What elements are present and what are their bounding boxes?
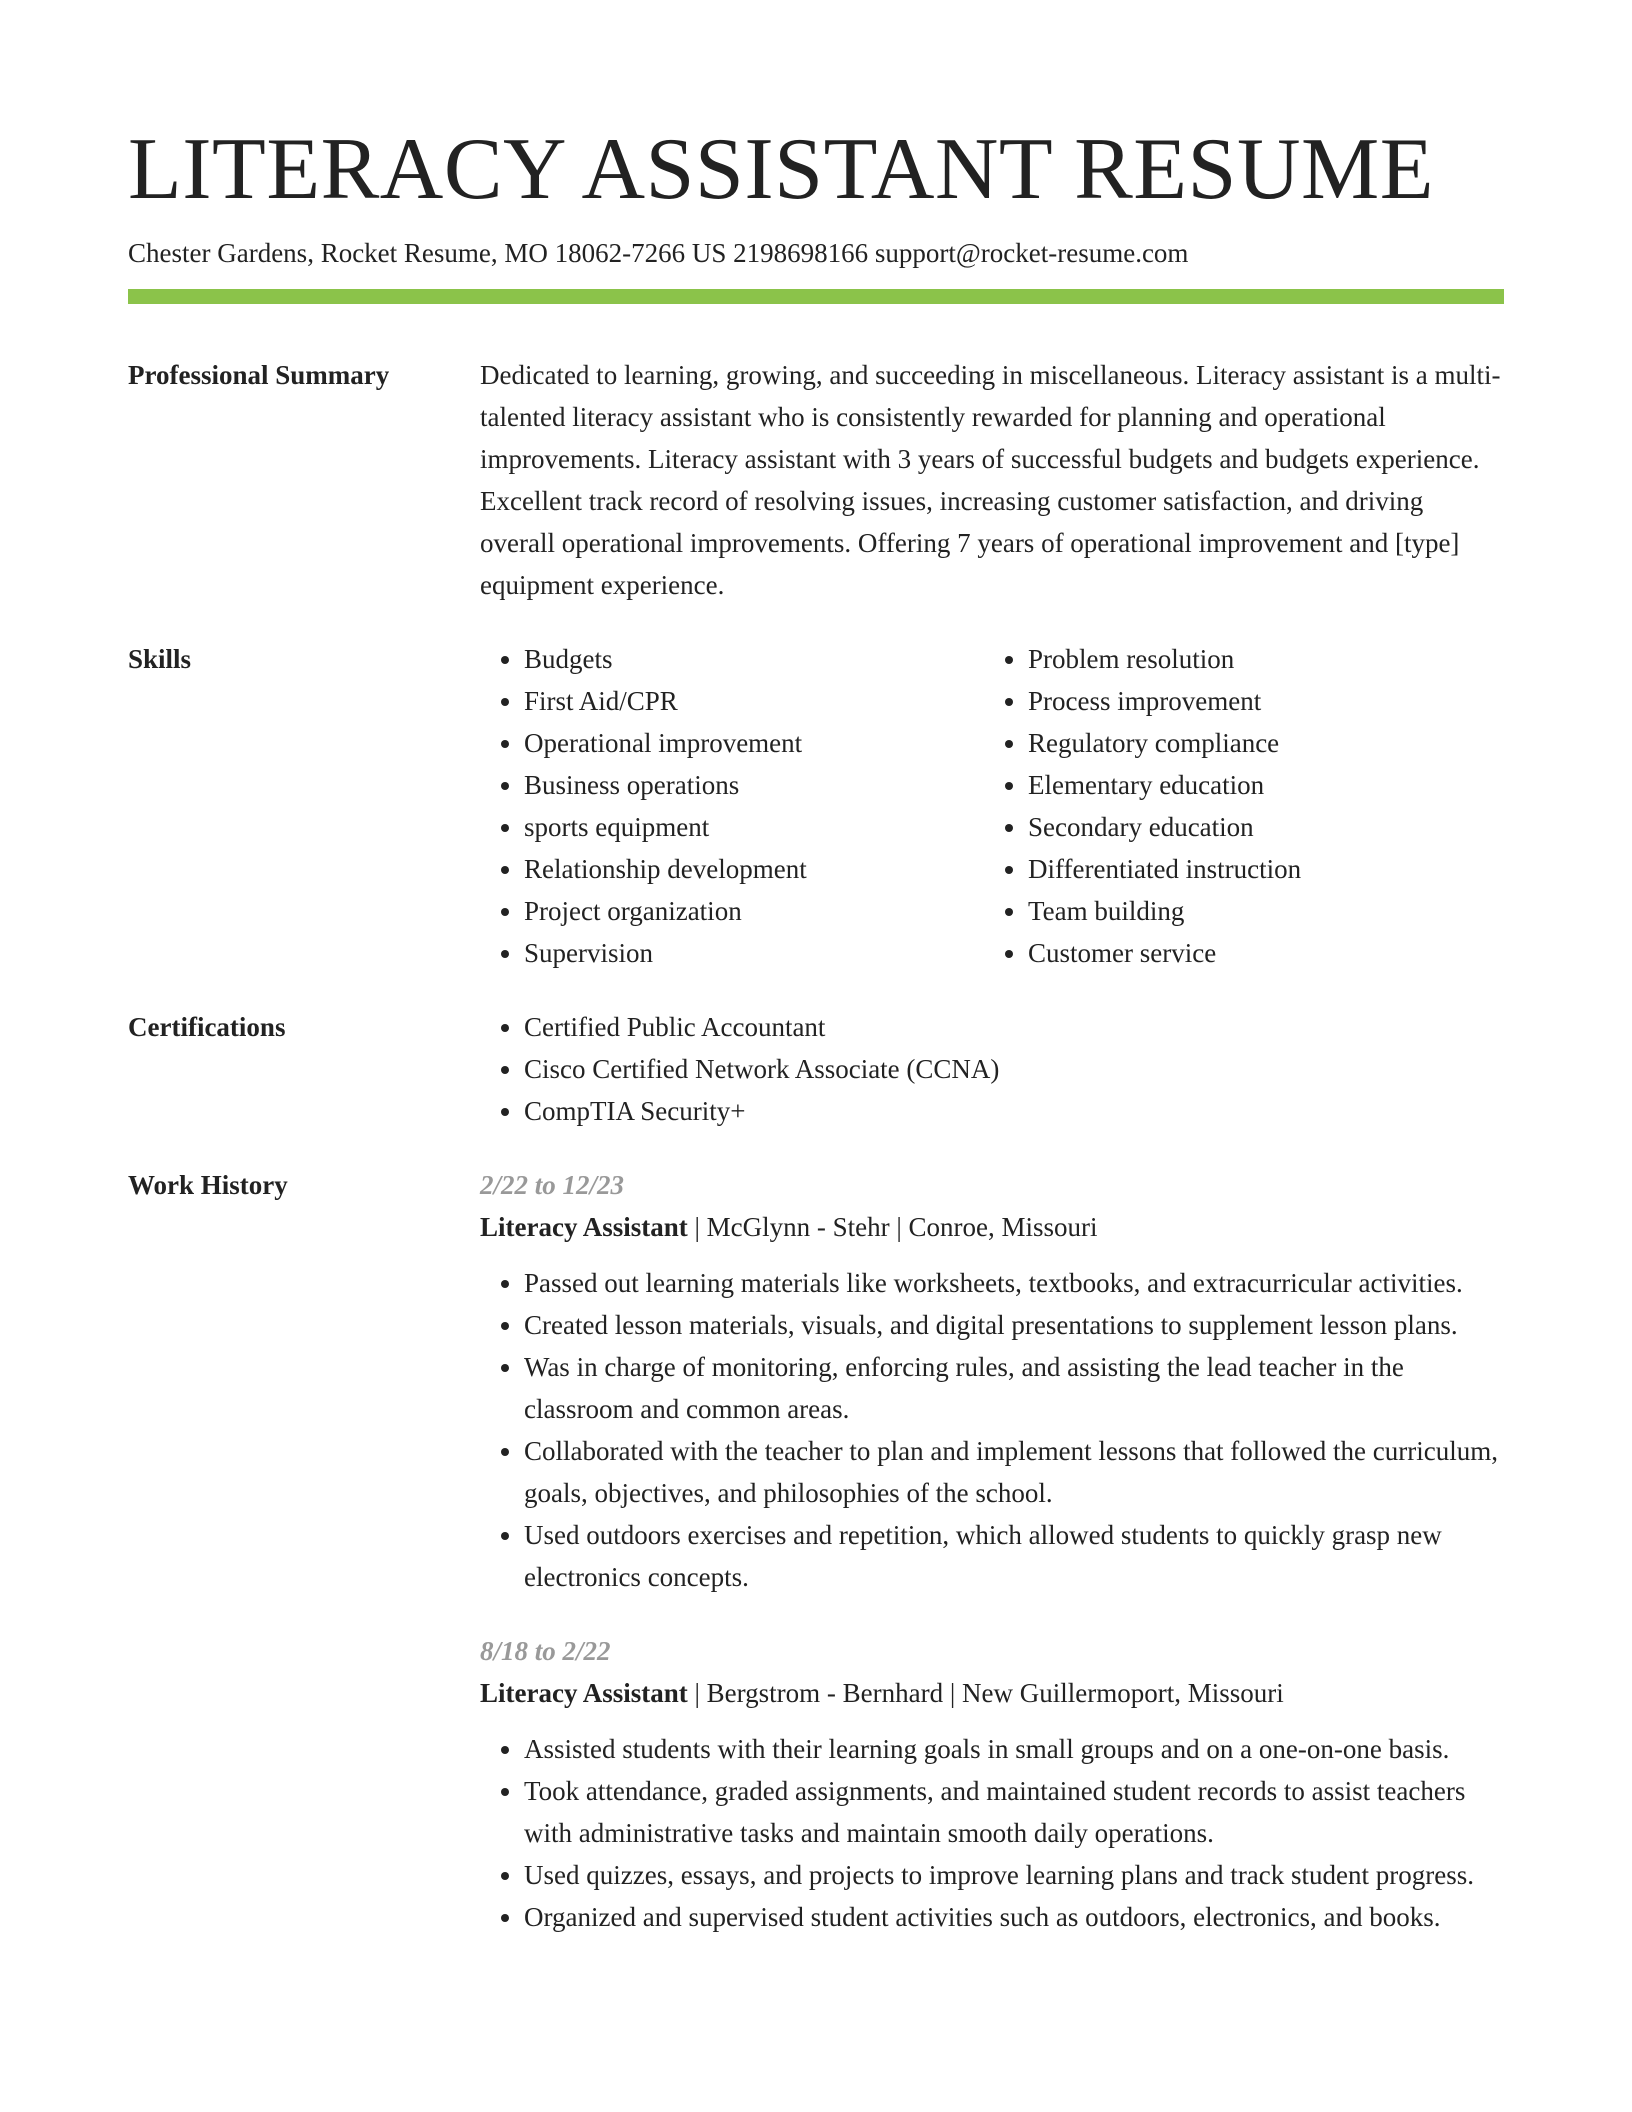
resume-title: LITERACY ASSISTANT RESUME <box>128 121 1435 218</box>
job-bullets <box>480 1262 1504 1598</box>
job-bullet: • Was in charge of monitoring, enforcing rules, and assisting the lead teacher in the classroom and common areas. <box>524 1346 1504 1430</box>
skill-item: • Elementary education <box>1028 764 1488 806</box>
skill-item: • sports equipment <box>524 806 984 848</box>
skill-item: • Problem resolution <box>1028 638 1488 680</box>
skill-item: • Supervision <box>524 932 984 974</box>
section-label-skills: Skills <box>128 644 192 674</box>
certifications-section <box>128 1006 1504 1132</box>
skill-item: • Business operations <box>524 764 984 806</box>
job-heading <box>480 1206 1504 1248</box>
job-bullet: • Used outdoors exercises and repetition, which allowed students to quickly grasp new electronics concepts. <box>524 1514 1504 1598</box>
certifications-body <box>480 1006 1504 1132</box>
section-label-certifications: Certifications <box>128 1012 286 1042</box>
skills-column-left <box>480 638 984 974</box>
work-history-section <box>128 1164 1504 1938</box>
skill-item: • Customer service <box>1028 932 1488 974</box>
section-label-summary: Professional Summary <box>128 360 390 390</box>
job-entry <box>480 1630 1504 1938</box>
job-heading <box>480 1672 1504 1714</box>
job-bullet: • Collaborated with the teacher to plan and implement lessons that followed the curriculum, goals, objectives, and philosophies of the school. <box>524 1430 1504 1514</box>
skill-item: • Project organization <box>524 890 984 932</box>
job-title: Literacy Assistant <box>480 1212 688 1242</box>
job-entry <box>480 1164 1504 1598</box>
skills-section <box>128 638 1504 974</box>
skill-item: • Operational improvement <box>524 722 984 764</box>
summary-text: Dedicated to learning, growing, and succeeding in miscellaneous. Literacy assistant is a multi-talented literacy assistant who is consistently rewarded for planning and operational improvements. Literacy assistant with 3 years of successful budgets and budgets experience. Excellent track record of resolving issues, increasing customer satisfaction, and driving overall operational improvements. Offering 7 years of operational improvement and [type] equipment experience. <box>480 360 1501 600</box>
professional-summary-section <box>128 354 1504 606</box>
work-history-body <box>480 1164 1504 1938</box>
skill-item: • Process improvement <box>1028 680 1488 722</box>
skills-columns <box>480 638 1504 974</box>
job-bullet: • Organized and supervised student activities such as outdoors, electronics, and books. <box>524 1896 1504 1938</box>
job-dates: 2/22 to 12/23 <box>480 1170 625 1200</box>
skill-item: • Relationship development <box>524 848 984 890</box>
job-dates: 8/18 to 2/22 <box>480 1636 611 1666</box>
section-label-work-history: Work History <box>128 1170 288 1200</box>
certification-item: • Certified Public Accountant <box>524 1006 1504 1048</box>
job-bullet: • Passed out learning materials like worksheets, textbooks, and extracurricular activities. <box>524 1262 1504 1304</box>
skill-item: • Budgets <box>524 638 984 680</box>
job-title: Literacy Assistant <box>480 1678 688 1708</box>
job-bullets <box>480 1728 1504 1938</box>
skill-item: • Regulatory compliance <box>1028 722 1488 764</box>
job-bullet: • Assisted students with their learning goals in small groups and on a one-on-one basis. <box>524 1728 1504 1770</box>
certification-item: • Cisco Certified Network Associate (CCNA) <box>524 1048 1504 1090</box>
resume-page <box>128 0 1504 1938</box>
certifications-list <box>480 1006 1504 1132</box>
job-company-location: | McGlynn - Stehr | Conroe, Missouri <box>687 1212 1098 1242</box>
contact-line: Chester Gardens, Rocket Resume, MO 18062-7266 US 2198698166 support@rocket-resume.com <box>128 238 1189 268</box>
skill-item: • Team building <box>1028 890 1488 932</box>
skills-column-right <box>984 638 1488 974</box>
skills-list-left <box>480 638 984 974</box>
certification-item: • CompTIA Security+ <box>524 1090 1504 1132</box>
job-bullet: • Took attendance, graded assignments, and maintained student records to assist teachers with administrative tasks and maintain smooth daily operations. <box>524 1770 1504 1854</box>
job-company-location: | Bergstrom - Bernhard | New Guillermoport, Missouri <box>687 1678 1284 1708</box>
accent-divider <box>128 289 1504 304</box>
skills-list-right <box>984 638 1488 974</box>
skill-item: • Differentiated instruction <box>1028 848 1488 890</box>
job-bullet: • Created lesson materials, visuals, and digital presentations to supplement lesson plans. <box>524 1304 1504 1346</box>
skill-item: • First Aid/CPR <box>524 680 984 722</box>
skill-item: • Secondary education <box>1028 806 1488 848</box>
job-bullet: • Used quizzes, essays, and projects to improve learning plans and track student progress. <box>524 1854 1504 1896</box>
